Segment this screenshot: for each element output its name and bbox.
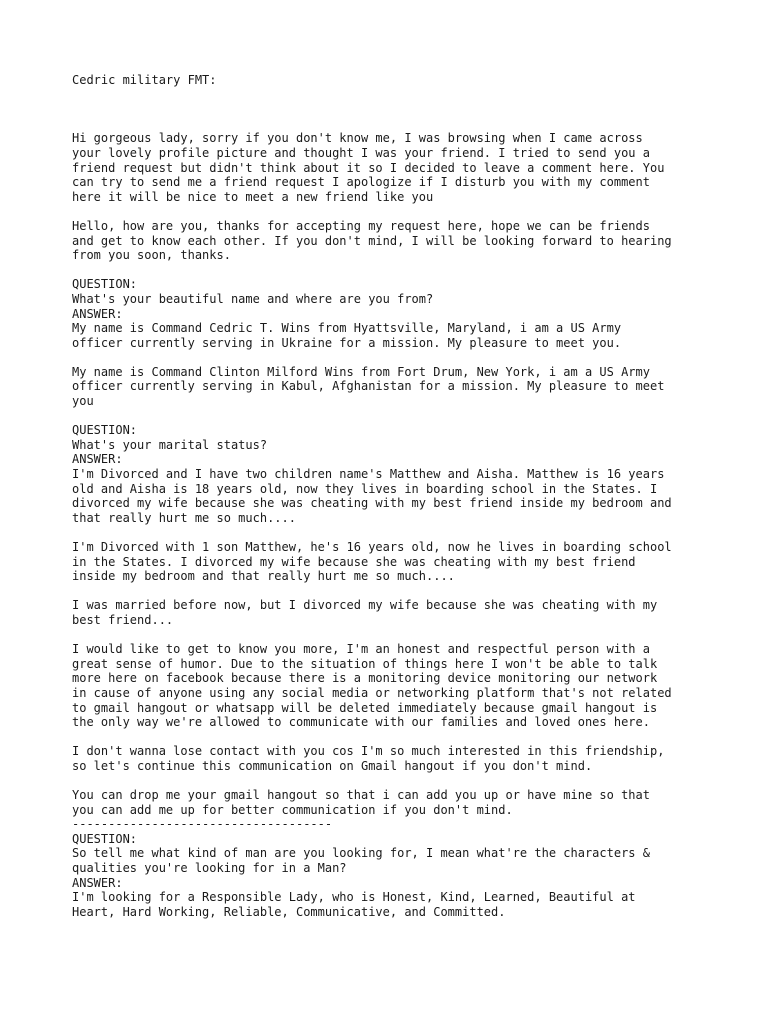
text-line: in cause of anyone using any social media or networking platform that's not related bbox=[72, 685, 672, 700]
text-line: you bbox=[72, 394, 94, 409]
text-line: you can add me up for better communication if you don't mind. bbox=[72, 802, 513, 817]
text-line: I'm Divorced and I have two children name's Matthew and Aisha. Matthew is 16 years bbox=[72, 467, 665, 482]
text-line: so let's continue this communication on Gmail hangout if you don't mind. bbox=[72, 758, 593, 773]
paragraph-spacer bbox=[72, 88, 732, 132]
paragraph bbox=[72, 642, 732, 730]
text-line: and get to know each other. If you don't mind, I will be looking forward to hearing bbox=[72, 233, 672, 248]
text-line: can try to send me a friend request I apologize if I disturb you with my comment bbox=[72, 175, 650, 190]
text-line: Heart, Hard Working, Reliable, Communicative, and Committed. bbox=[72, 904, 506, 919]
text-line: QUESTION: bbox=[72, 831, 138, 846]
text-line: ANSWER: bbox=[72, 875, 123, 890]
text-line: ANSWER: bbox=[72, 306, 123, 321]
paragraph-spacer bbox=[72, 584, 732, 599]
paragraph-spacer bbox=[72, 409, 732, 424]
text-line: inside my bedroom and that really hurt me so much.... bbox=[72, 569, 455, 584]
paragraph bbox=[72, 365, 732, 409]
text-line: qualities you're looking for in a Man? bbox=[72, 861, 347, 876]
text-line: old and Aisha is 18 years old, now they lives in boarding school in the States. I bbox=[72, 481, 658, 496]
paragraph-spacer bbox=[72, 204, 732, 219]
text-line: My name is Command Cedric T. Wins from Hyattsville, Maryland, i am a US Army bbox=[72, 321, 622, 336]
text-line: your lovely profile picture and thought I was your friend. I tried to send you a bbox=[72, 145, 650, 160]
text-line: What's your beautiful name and where are you from? bbox=[72, 291, 434, 306]
text-line: officer currently serving in Kabul, Afghanistan for a mission. My pleasure to meet bbox=[72, 379, 665, 394]
text-line: I don't wanna lose contact with you cos I'm so much interested in this friendship, bbox=[72, 744, 665, 759]
text-line: I would like to get to know you more, I'm an honest and respectful person with a bbox=[72, 642, 650, 657]
text-line: best friend... bbox=[72, 612, 174, 627]
document-page bbox=[72, 73, 732, 919]
text-line: officer currently serving in Ukraine for a mission. My pleasure to meet you. bbox=[72, 335, 622, 350]
text-line: QUESTION: bbox=[72, 277, 138, 292]
text-line: to gmail hangout or whatsapp will be deleted immediately because gmail hangout is bbox=[72, 700, 658, 715]
text-line: great sense of humor. Due to the situation of things here I won't be able to talk bbox=[72, 656, 658, 671]
paragraph bbox=[72, 277, 732, 350]
paragraph bbox=[72, 423, 732, 525]
paragraph bbox=[72, 219, 732, 263]
paragraph-spacer bbox=[72, 263, 732, 278]
text-line: in the States. I divorced my wife because she was cheating with my best friend bbox=[72, 554, 636, 569]
text-line: here it will be nice to meet a new friend like you bbox=[72, 189, 434, 204]
paragraph bbox=[72, 744, 732, 773]
paragraph-spacer bbox=[72, 774, 732, 789]
text-line: QUESTION: bbox=[72, 423, 138, 438]
text-line: What's your marital status? bbox=[72, 437, 268, 452]
text-line: I was married before now, but I divorced my wife because she was cheating with my bbox=[72, 598, 658, 613]
text-line: ------------------------------------ bbox=[72, 817, 333, 832]
paragraph-spacer bbox=[72, 525, 732, 540]
text-line: So tell me what kind of man are you looking for, I mean what're the characters & bbox=[72, 846, 650, 861]
text-line: I'm Divorced with 1 son Matthew, he's 16 years old, now he lives in boarding school bbox=[72, 540, 672, 555]
paragraph bbox=[72, 598, 732, 627]
paragraph-spacer bbox=[72, 628, 732, 643]
paragraph-spacer bbox=[72, 350, 732, 365]
text-line: friend request but didn't think about it so I decided to leave a comment here. You bbox=[72, 160, 665, 175]
document-title: Cedric military FMT: bbox=[72, 73, 217, 87]
text-line: from you soon, thanks. bbox=[72, 248, 231, 263]
paragraph bbox=[72, 131, 732, 204]
text-line: Hi gorgeous lady, sorry if you don't know me, I was browsing when I came across bbox=[72, 131, 643, 146]
text-line: more here on facebook because there is a monitoring device monitoring our network bbox=[72, 671, 658, 686]
paragraph-spacer bbox=[72, 730, 732, 745]
text-line: ANSWER: bbox=[72, 452, 123, 467]
text-line: the only way we're allowed to communicate with our families and loved ones here. bbox=[72, 715, 650, 730]
paragraph bbox=[72, 540, 732, 584]
text-line: divorced my wife because she was cheating with my best friend inside my bedroom and bbox=[72, 496, 672, 511]
paragraph bbox=[72, 788, 732, 919]
text-line: that really hurt me so much.... bbox=[72, 510, 296, 525]
text-line: You can drop me your gmail hangout so that i can add you up or have mine so that bbox=[72, 788, 650, 803]
text-line: My name is Command Clinton Milford Wins from Fort Drum, New York, i am a US Army bbox=[72, 364, 650, 379]
document-body bbox=[72, 88, 732, 920]
text-line: I'm looking for a Responsible Lady, who is Honest, Kind, Learned, Beautiful at bbox=[72, 890, 636, 905]
text-line: Hello, how are you, thanks for accepting my request here, hope we can be friends bbox=[72, 218, 650, 233]
